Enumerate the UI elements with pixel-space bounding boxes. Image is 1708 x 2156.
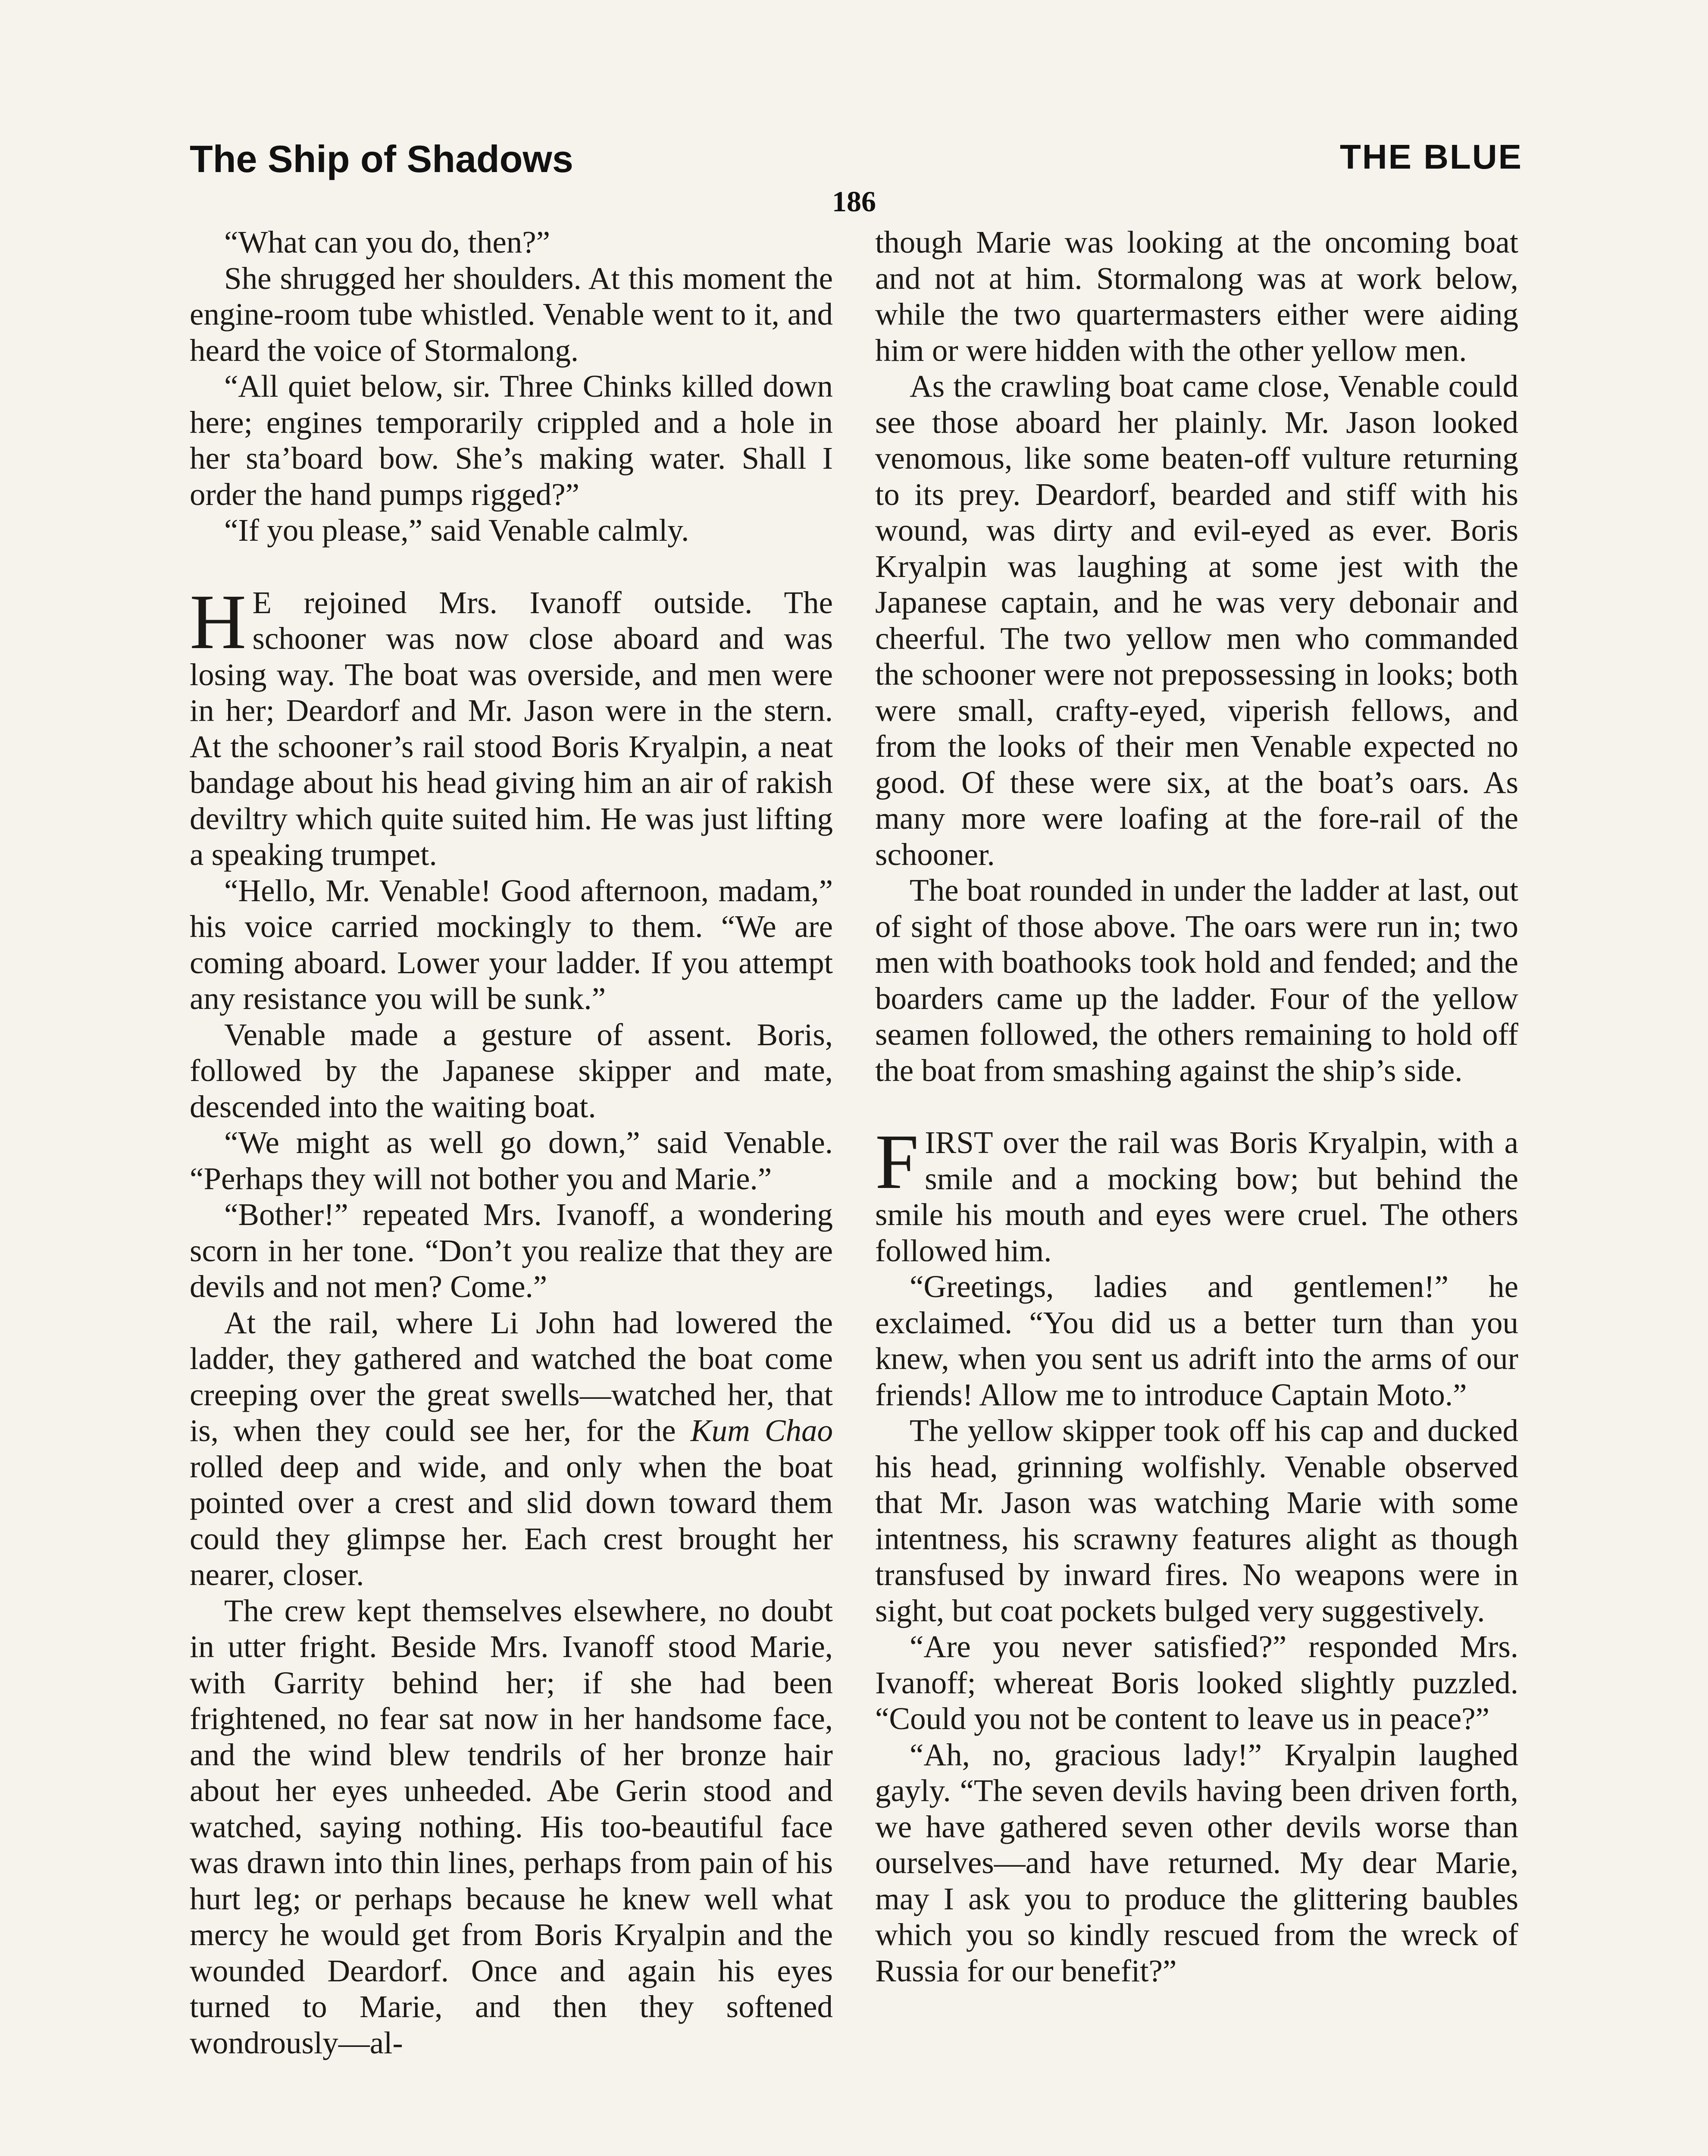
paragraph: “We might as well go down,” said Venable. “Perhaps they will not bother you and Marie.” (190, 1125, 833, 1196)
paragraph: “Bother!” repeated Mrs. Ivanoff, a wondering scorn in her tone. “Don’t you realize that they are devils and not men? Come.” (190, 1197, 833, 1304)
drop-cap: F (875, 1119, 919, 1205)
paragraph: She shrugged her shoulders. At this moment the engine-room tube whistled. Venable went to it, and heard the voice of Stormalong. (190, 260, 833, 368)
paragraph (190, 1305, 833, 1593)
paragraph: “All quiet below, sir. Three Chinks killed down here; engines temporarily crippled and a hole in her sta’board bow. She’s making water. Shall I order the hand pumps rigged?” (190, 369, 833, 512)
section-opening-paragraph (190, 578, 833, 873)
paragraph: “If you please,” said Venable calmly. (224, 513, 689, 548)
paragraph: “Greetings, ladies and gentlemen!” he exclaimed. “You did us a better turn than you knew, when you sent us adrift into the arms of our friends! Allow me to introduce Captain Moto.” (875, 1269, 1518, 1412)
paragraph: “What can you do, then?” (224, 225, 551, 260)
drop-cap: H (190, 578, 247, 665)
paragraph: “Hello, Mr. Venable! Good afternoon, madam,” his voice carried mockingly to them. “We are coming aboard. Lower your ladder. If you attempt any resistance you will be sunk.” (190, 873, 833, 1016)
story-title: The Ship of Shadows (190, 138, 573, 180)
paragraph: As the crawling boat came close, Venable could see those aboard her plainly. Mr. Jason looked venomous, like some beaten-off vulture returning to its prey. Deardorf, bearded and stiff with his wound, was dirty and evil-eyed as ever. Boris Kryalpin was laughing at some jest with the Japanese captain, and he was very debonair and cheerful. The two yellow men who commanded the schooner were not prepossessing in looks; both were small, crafty-eyed, viperish fellows, and from the looks of their men Venable expected no good. Of these were six, at the boat’s oars. As many more were loafing at the fore-rail of the schooner. (875, 369, 1518, 872)
paragraph-text: rolled deep and wide, and only when the boat pointed over a crest and slid down toward them could they glimpse her. Each crest brought her nearer, closer. (190, 1449, 833, 1592)
paragraph-text: IRST over the rail was Boris Kryalpin, with a smile and a mocking bow; but behind the smile his mouth and eyes were cruel. The others followed him. (875, 1125, 1518, 1268)
ship-name: Kum Chao (690, 1413, 833, 1448)
paragraph: “Ah, no, gracious lady!” Kryalpin laughed gayly. “The seven devils having been driven forth, we have gathered seven other devils worse than ourselves—and have returned. My dear Marie, may I ask you to produce the glittering baubles which you so kindly rescued from the wreck of Russia for our benefit?” (875, 1737, 1518, 1988)
paragraph-continuation: though Marie was looking at the oncoming boat and not at him. Stormalong was at work below, while the two quartermasters either were aiding him or were hidden with the other yellow men. (875, 225, 1518, 368)
magazine-name: THE BLUE (1340, 138, 1523, 176)
paragraph: The crew kept themselves elsewhere, no doubt in utter fright. Beside Mrs. Ivanoff stood Marie, with Garrity behind her; if she had been frightened, no fear sat now in her handsome face, and the wind blew tendrils of her bronze hair about her eyes unheeded. Abe Gerin stood and watched, saying nothing. His too-beautiful face was drawn into thin lines, perhaps from pain of his hurt leg; or perhaps because he knew well what mercy he would get from Boris Kryalpin and the wounded Deardorf. Once and again his eyes turned to Marie, and then they softened wondrously—al- (190, 1593, 833, 2060)
left-column (190, 224, 833, 2061)
page-number: 186 (832, 185, 876, 218)
paragraph: The yellow skipper took off his cap and ducked his head, grinning wolfishly. Venable observed that Mr. Jason was watching Marie with some intentness, his scrawny features alight as though transfused by inward fires. No weapons were in sight, but coat pockets bulged very suggestively. (875, 1413, 1518, 1628)
paragraph-text: At the rail, where Li John had lowered the ladder, they gathered and watched the boat come creeping over the great swells—watched her, that is, when they could see her, for the (190, 1305, 833, 1448)
right-column (875, 224, 1518, 1989)
paragraph: Venable made a gesture of assent. Boris, followed by the Japanese skipper and mate, descended into the waiting boat. (190, 1017, 833, 1124)
paragraph: “Are you never satisfied?” responded Mrs. Ivanoff; whereat Boris looked slightly puzzled. “Could you not be content to leave us in peace?” (875, 1629, 1518, 1736)
paragraph: The boat rounded in under the ladder at last, out of sight of those above. The oars were run in; two men with boathooks took hold and fended; and the boarders came up the ladder. Four of the yellow seamen followed, the others remaining to hold off the boat from smashing against the ship’s side. (875, 873, 1518, 1088)
section-opening-paragraph (875, 1119, 1518, 1269)
paragraph-text: E rejoined Mrs. Ivanoff outside. The schooner was now close aboard and was losing way. The boat was overside, and men were in her; Deardorf and Mr. Jason were in the stern. At the schooner’s rail stood Boris Kryalpin, a neat bandage about his head giving him an air of rakish deviltry which quite suited him. He was just lifting a speaking trumpet. (190, 585, 833, 872)
